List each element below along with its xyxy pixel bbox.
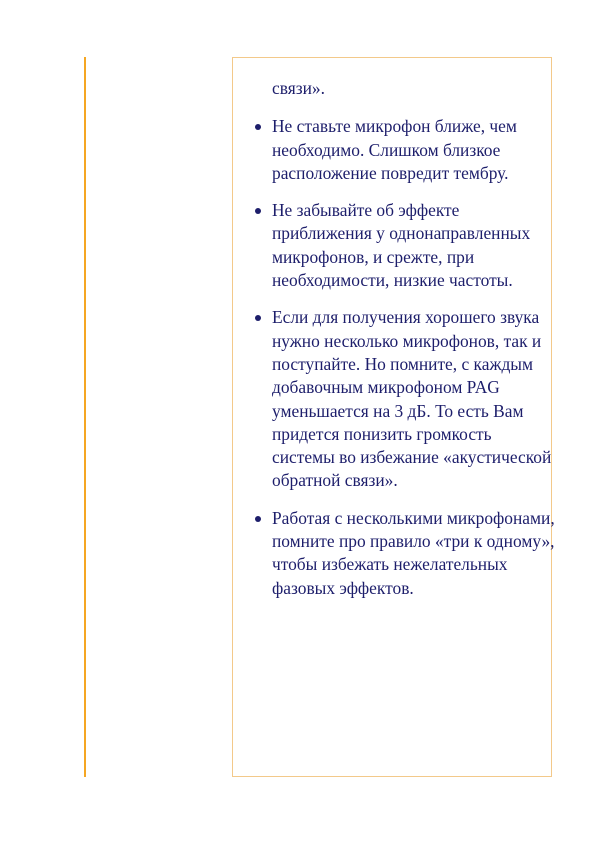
bullet-item <box>272 115 557 185</box>
bullet-text: Не ставьте микрофон ближе, чем необходимо. Слишком близкое расположение повредит тембру. <box>272 116 517 183</box>
continued-text: связи». <box>272 78 325 98</box>
bullet-icon <box>255 516 261 522</box>
left-margin-rule <box>84 57 86 777</box>
bullet-item <box>272 199 557 292</box>
bullet-list <box>272 115 557 600</box>
bullet-text: Не забывайте об эффекте приближения у однонаправленных микрофонов, и срежте, при необходимости, низкие частоты. <box>272 200 531 291</box>
bullet-text: Работая с несколькими микрофонами, помните про правило «три к одному», чтобы избежать нежелательных фазовых эффектов. <box>272 507 555 598</box>
bullet-item <box>272 507 557 600</box>
bullet-text: Если для получения хорошего звука нужно несколько микрофонов, так и поступайте. Но помните, с каждым добавочным микрофоном PAG уменьшается на 3 дБ. То есть Вам придется понизить громкость системы во избежание «акустической обратной связи». <box>272 307 552 491</box>
page-content <box>272 77 557 614</box>
bullet-item <box>272 306 557 492</box>
